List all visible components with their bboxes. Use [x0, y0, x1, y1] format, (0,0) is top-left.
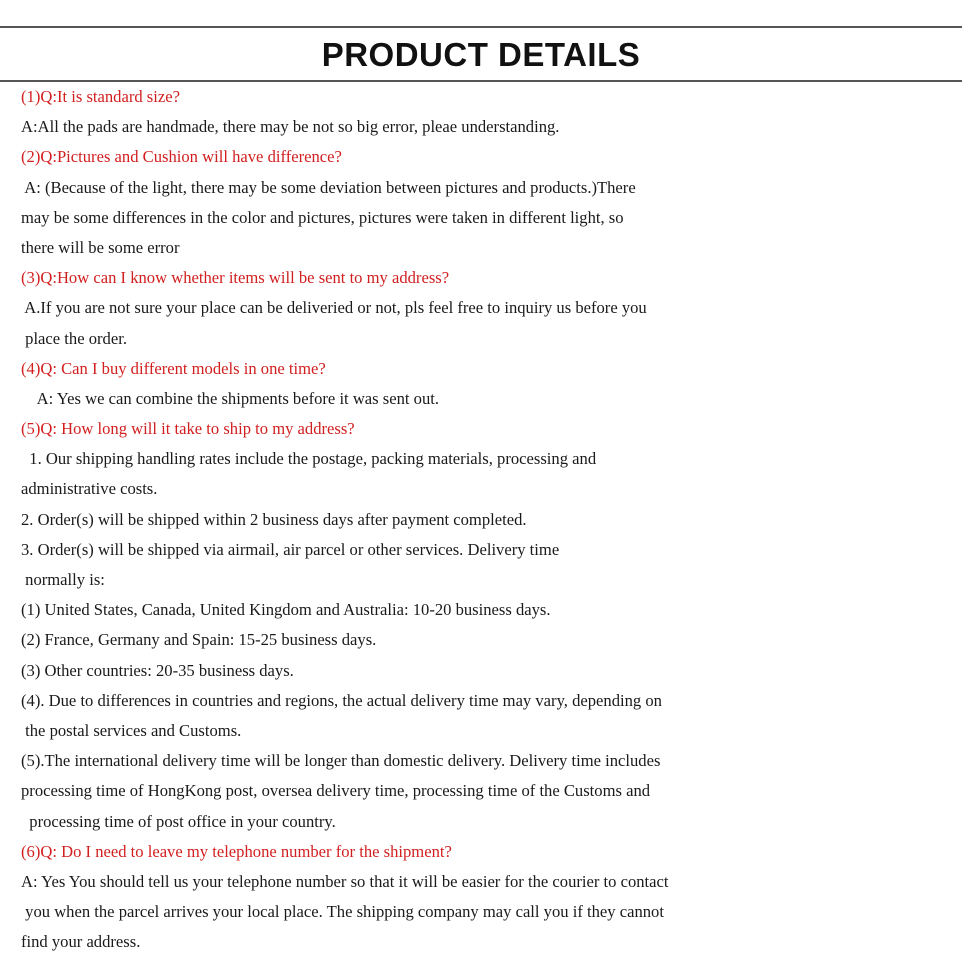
- faq-answer-line: 2. Order(s) will be shipped within 2 business days after payment completed.: [21, 509, 527, 529]
- faq-answer-line: normally is:: [21, 570, 105, 589]
- faq-answer-line: there will be some error: [21, 237, 180, 257]
- faq-question-line: (6)Q: Do I need to leave my telephone number for the shipment?: [21, 841, 452, 861]
- faq-answer-line: (3) Other countries: 20-35 business days.: [21, 660, 294, 680]
- page-title: PRODUCT DETAILS: [321, 36, 641, 73]
- faq-content: [21, 82, 951, 957]
- faq-answer-line: may be some differences in the color and pictures, pictures were taken in different light, so: [21, 207, 624, 227]
- faq-answer-line: (2) France, Germany and Spain: 15-25 business days.: [21, 630, 377, 650]
- faq-answer-line: administrative costs.: [21, 479, 158, 499]
- faq-answer-line: 3. Order(s) will be shipped via airmail, air parcel or other services. Delivery time: [21, 539, 560, 559]
- faq-answer-line: place the order.: [21, 328, 127, 348]
- faq-answer-line: you when the parcel arrives your local place. The shipping company may call you if they cannot: [21, 902, 664, 922]
- faq-answer-line: A.If you are not sure your place can be deliveried or not, pls feel free to inquiry us before you: [21, 298, 647, 318]
- faq-question-line: (4)Q: Can I buy different models in one time?: [21, 358, 326, 378]
- faq-answer-line: A: Yes You should tell us your telephone number so that it will be easier for the courier to contact: [21, 871, 669, 891]
- faq-question-line: (1)Q:It is standard size?: [21, 87, 180, 106]
- faq-answer-line: (1) United States, Canada, United Kingdom and Australia: 10-20 business days.: [21, 600, 551, 620]
- faq-answer-line: (4). Due to differences in countries and regions, the actual delivery time may vary, depending on: [21, 690, 662, 710]
- faq-answer-line: processing time of HongKong post, oversea delivery time, processing time of the Customs and: [21, 781, 651, 801]
- faq-answer-line: processing time of post office in your country.: [21, 811, 336, 831]
- faq-answer-line: find your address.: [21, 932, 141, 952]
- faq-answer-line: (5).The international delivery time will be longer than domestic delivery. Delivery time includes: [21, 751, 661, 771]
- faq-question-line: (2)Q:Pictures and Cushion will have difference?: [21, 147, 342, 167]
- faq-answer-line: A:All the pads are handmade, there may be not so big error, pleae understanding.: [21, 117, 560, 137]
- faq-answer-line: A: (Because of the light, there may be some deviation between pictures and products.)There: [21, 177, 636, 197]
- faq-answer-line: 1. Our shipping handling rates include the postage, packing materials, processing and: [21, 449, 597, 469]
- faq-answer-line: A: Yes we can combine the shipments before it was sent out.: [21, 388, 440, 408]
- faq-answer-line: the postal services and Customs.: [21, 720, 242, 740]
- faq-question-line: (5)Q: How long will it take to ship to my address?: [21, 419, 355, 439]
- faq-question-line: (3)Q:How can I know whether items will be sent to my address?: [21, 268, 450, 288]
- header-top-rule: [0, 26, 962, 28]
